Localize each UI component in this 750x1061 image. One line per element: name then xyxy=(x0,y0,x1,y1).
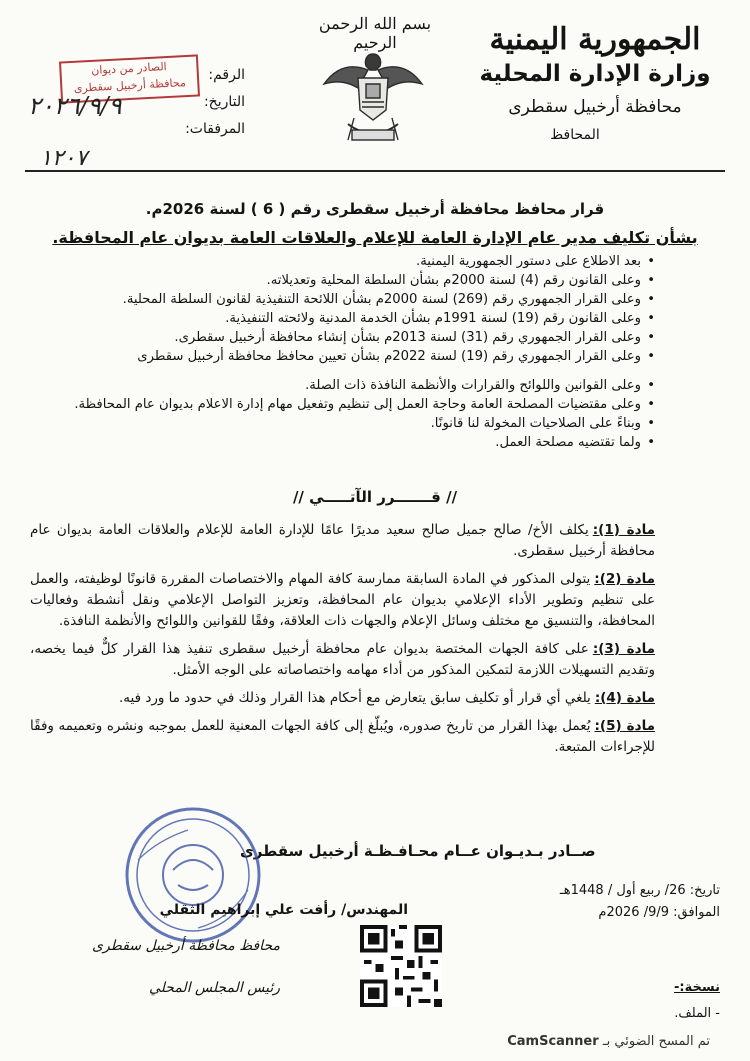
date-label: التاريخ: xyxy=(203,94,245,110)
signatory-role: محافظ محافظة أرخبيل سقطرى xyxy=(92,938,280,954)
governor-title: المحافظ xyxy=(550,127,600,143)
governorate-name: محافظة أرخبيل سقطرى xyxy=(508,97,682,117)
basis-item: • وعلى القرار الجمهوري رقم (19) لسنة 2022م بشأن تعيين محافظ محافظة أرخبيل سقطرى xyxy=(65,347,655,366)
gregorian-date: الموافق: 9/9/ 2026م xyxy=(598,905,720,920)
article-text: يكلف الأخ/ صالح جميل صالح سعيد مديرًا عامًا للإدارة العامة للإعلام والعلاقات العامة بديوان عام محافظة أرخبيل سقطرى. xyxy=(30,522,655,559)
basis-item: • وبناءً على الصلاحيات المخولة لنا قانونًا. xyxy=(65,414,655,433)
article-text: يُعمل بهذا القرار من تاريخ صدوره، ويُبلّغ إلى كافة الجهات المعنية للعمل بموجبه ونشره وتعميمه وفقًا للإجراءات المتبعة. xyxy=(30,718,655,755)
copy-to xyxy=(674,975,720,1027)
article-label: مادة (4): xyxy=(594,690,655,706)
article-5 xyxy=(30,716,655,758)
basis-item: • بعد الاطلاع على دستور الجمهورية اليمنية. xyxy=(65,252,655,271)
stamp-line-2: محافظة أرخبيل سقطرى xyxy=(73,76,187,95)
signatory-name: المهندس/ رأفت علي إبراهيم الثقلي xyxy=(159,902,408,918)
legal-basis-list xyxy=(65,252,655,452)
basis-item: • وعلى مقتضيات المصلحة العامة وحاجة العمل إلى تنظيم وتفعيل مهام إدارة الاعلام بديوان عام المحافظة. xyxy=(65,395,655,414)
article-text: على كافة الجهات المختصة بديوان عام محافظة أرخبيل سقطرى تنفيذ هذا القرار كلٌّ فيما يخصه، وتقديم التسهيلات اللازمة لتمكين المذكور من أداء مهامه واختصاصاته على الوجه الأمثل. xyxy=(30,641,655,678)
copy-file: - الملف. xyxy=(674,1006,720,1021)
letterhead xyxy=(475,22,715,143)
article-label: مادة (2): xyxy=(594,571,655,587)
resolution-heading: // قـــــــرر الآتـــــي // xyxy=(292,488,458,506)
articles xyxy=(30,520,655,765)
scan-brand: CamScanner xyxy=(507,1034,599,1049)
ref-label: الرقم: xyxy=(208,67,245,83)
header-divider xyxy=(25,170,725,172)
article-3 xyxy=(30,639,655,681)
copy-label: نسخة:- xyxy=(674,980,720,995)
hijri-date: تاريخ: 26/ ربيع أول / 1448هـ xyxy=(559,883,720,898)
article-1 xyxy=(30,520,655,562)
article-label: مادة (1): xyxy=(592,522,655,538)
article-text: يتولى المذكور في المادة السابقة ممارسة كافة المهام والاختصاصات المقررة قانونًا لوظيفته، والعمل على تنظيم وتطوير الأداء الإعلامي بديوان عام المحافظة، وتعزيز التواصل الإعلامي ونقل أنشطة وفعاليات المحافظة، والتنسيق مع مختلف وسائل الإعلام والجهات ذات العلاقة، وفقًا للقوانين واللوائح والأنظمة النافذة. xyxy=(30,571,655,629)
article-2 xyxy=(30,569,655,632)
article-4 xyxy=(30,688,655,709)
handwritten-date: ٢٠٢٦/٩/٩ xyxy=(28,92,122,120)
basis-item: • وعلى القرار الجمهوري رقم (31) لسنة 2013م بشأن إنشاء محافظة أرخبيل سقطرى. xyxy=(65,328,655,347)
official-seal-icon xyxy=(118,800,268,950)
scan-prefix: تم المسح الضوئي بـ xyxy=(602,1034,710,1049)
signatory-role-council: رئيس المجلس المحلي xyxy=(149,980,280,996)
basmala: بسم الله الرحمن الرحيم xyxy=(318,14,432,52)
article-label: مادة (5): xyxy=(594,718,656,734)
attachments-label: المرفقات: xyxy=(185,121,245,137)
article-label: مادة (3): xyxy=(592,641,655,657)
basis-item: • وعلى القانون رقم (4) لسنة 2000م بشأن السلطة المحلية وتعديلاته. xyxy=(65,271,655,290)
yemen-eagle-emblem-icon xyxy=(318,40,428,150)
republic-name: الجمهورية اليمنية xyxy=(489,22,701,57)
basis-item: • وعلى القانون رقم (19) لسنة 1991م بشأن الخدمة المدنية ولائحته التنفيذية. xyxy=(65,309,655,328)
basis-item: • ولما تقتضيه مصلحة العمل. xyxy=(65,433,655,452)
ministry-name: وزارة الإدارة المحلية xyxy=(479,61,711,87)
date-block xyxy=(540,880,720,924)
issued-at: صــادر بـديـوان عــام محـافـظـة أرخبيل سقطرى xyxy=(240,842,596,860)
decision-subject: بشأن تكليف مدير عام الإدارة العامة للإعلام والعلاقات العامة بديوان عام المحافظة. xyxy=(52,228,698,247)
qr-code-icon xyxy=(360,925,442,1007)
basis-item: • وعلى القرار الجمهوري رقم (269) لسنة 2000م بشأن اللائحة التنفيذية لقانون السلطة المحلية. xyxy=(65,290,655,309)
basis-item: • وعلى القوانين واللوائح والقرارات والأنظمة النافذة ذات الصلة. xyxy=(65,376,655,395)
camscanner-watermark xyxy=(507,1034,710,1049)
stamp-line-1: الصادر من ديوان xyxy=(90,60,168,77)
decision-title: قرار محافظ محافظة أرخبيل سقطرى رقم ( 6 ) لسنة 2026م. xyxy=(145,200,605,218)
article-text: يلغي أي قرار أو تكليف سابق يتعارض مع أحكام هذا القرار وذلك في حدود ما ورد فيه. xyxy=(118,690,591,706)
handwritten-attachment: ١٢٠٧ xyxy=(40,146,88,171)
